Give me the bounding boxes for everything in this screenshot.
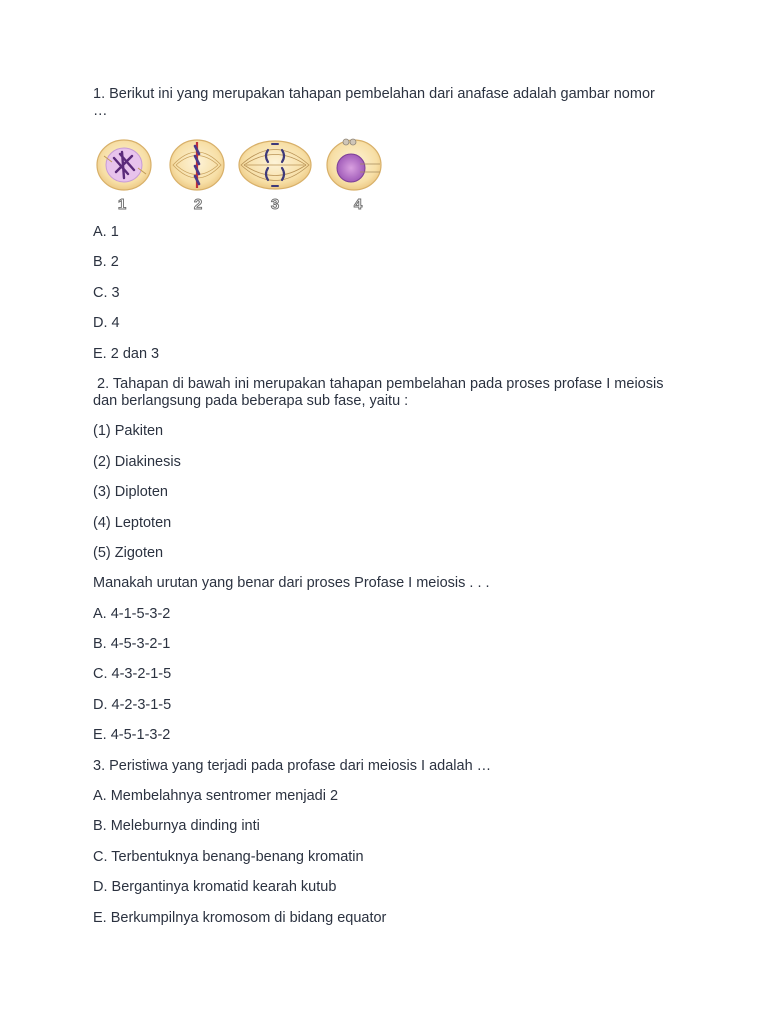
q2-option-b: B. 4-5-3-2-1 (93, 636, 171, 653)
cell-4-icon (327, 139, 381, 190)
q3-option-a: A. Membelahnya sentromer menjadi 2 (93, 788, 339, 805)
q1-option-e: E. 2 dan 3 (93, 345, 160, 362)
q1-option-d: D. 4 (93, 315, 120, 332)
cell-division-figure (94, 134, 394, 214)
figure-label-4: 4 (353, 196, 363, 213)
q1-option-c: C. 3 (93, 284, 120, 301)
q2-option-e: E. 4-5-1-3-2 (93, 727, 171, 744)
q1-option-b: B. 2 (93, 254, 119, 271)
q2-item-2: (2) Diakinesis (93, 453, 181, 470)
document-page (93, 86, 673, 927)
question-2-text: 2. Tahapan di bawah ini merupakan tahapan pembelahan pada proses profase I meiosis dan berlangsung pada beberapa sub fase, yaitu : (93, 375, 668, 409)
figure-label-1: 1 (117, 196, 127, 213)
q2-option-a: A. 4-1-5-3-2 (93, 605, 171, 622)
cell-2-icon (170, 140, 224, 190)
q2-option-c: C. 4-3-2-1-5 (93, 666, 172, 683)
q3-option-e: E. Berkumpilnya kromosom di bidang equator (93, 909, 387, 926)
q2-item-3: (3) Diploten (93, 484, 168, 501)
q2-item-1: (1) Pakiten (93, 423, 164, 440)
q2-item-5: (5) Zigoten (93, 544, 164, 561)
q2-option-d: D. 4-2-3-1-5 (93, 696, 172, 713)
question-1-text: 1. Berikut ini yang merupakan tahapan pembelahan dari anafase adalah gambar nomor … (93, 86, 655, 119)
q3-option-c: C. Terbentuknya benang-benang kromatin (93, 848, 364, 865)
figure-label-2: 2 (193, 196, 203, 213)
cell-division-illustration (94, 134, 394, 214)
q2-item-4: (4) Leptoten (93, 514, 172, 531)
q1-option-a: A. 1 (93, 224, 119, 240)
cell-3-icon (239, 141, 311, 189)
q3-option-d: D. Bergantinya kromatid kearah kutub (93, 879, 337, 896)
cell-1-icon (97, 140, 151, 190)
question-2-prompt: Manakah urutan yang benar dari proses Profase I meiosis . . . (93, 575, 490, 592)
question-3-text: 3. Peristiwa yang terjadi pada profase dari meiosis I adalah … (93, 757, 492, 774)
figure-label-3: 3 (270, 196, 280, 213)
q3-option-b: B. Meleburnya dinding inti (93, 818, 260, 835)
